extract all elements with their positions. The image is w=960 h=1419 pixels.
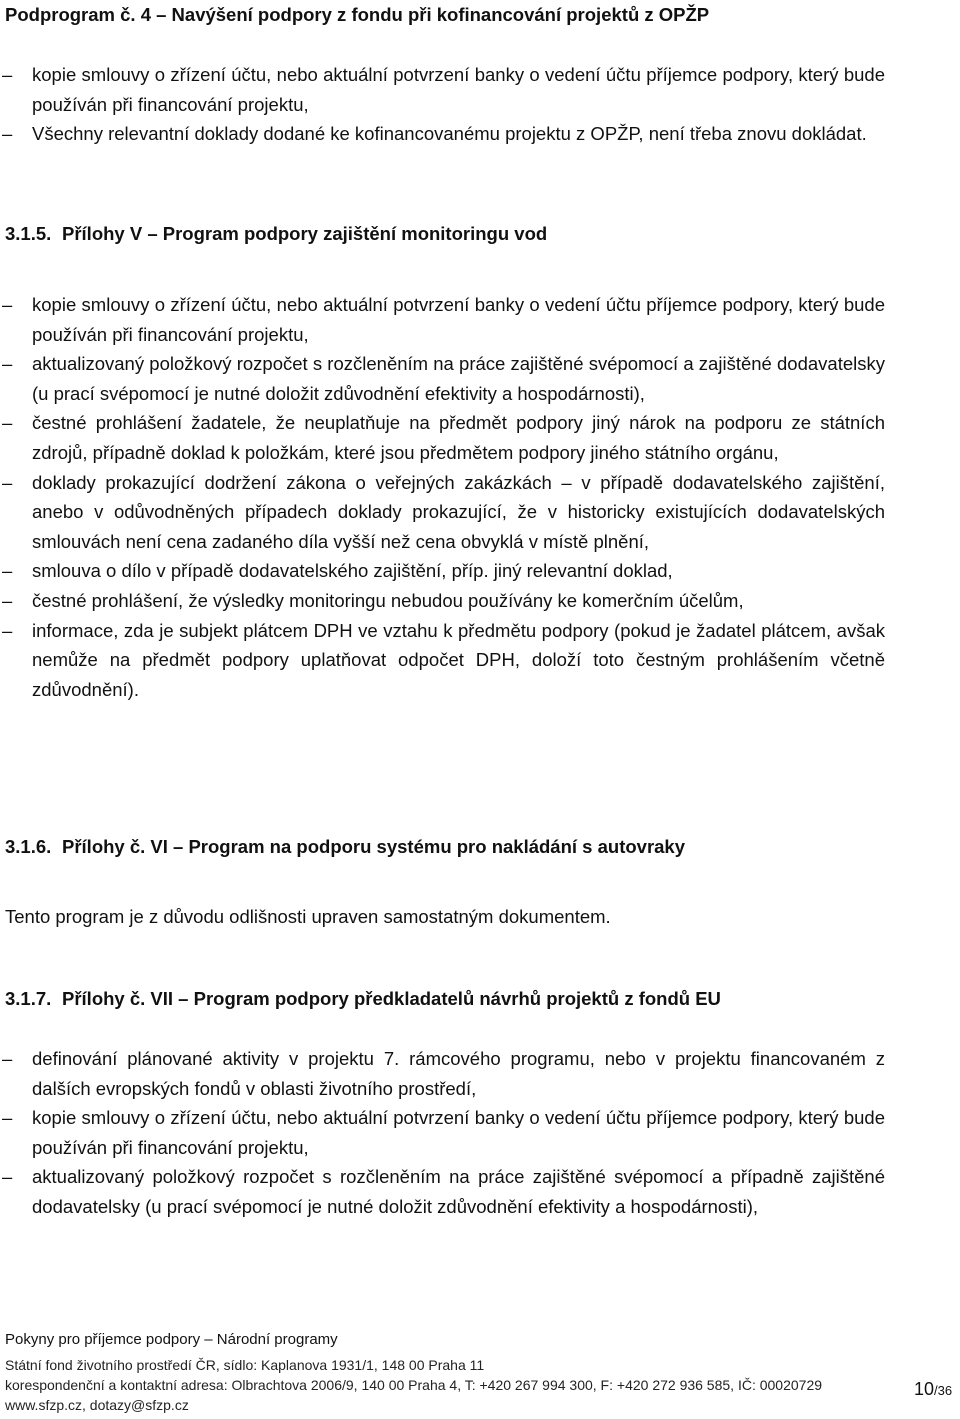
- section-3-1-7-attachment-list: [0, 1044, 885, 1222]
- dash-bullet: –: [2, 560, 13, 582]
- section-heading-3-1-6: 3.1.6. Přílohy č. VI – Program na podporu systému pro nakládání s autovraky: [5, 836, 686, 857]
- list-item: – čestné prohlášení, že výsledky monitoringu nebudou používány ke komerčním účelům,: [0, 586, 885, 616]
- subprogram-heading: Podprogram č. 4 – Navýšení podpory z fondu při kofinancování projektů z OPŽP: [5, 4, 710, 25]
- section-heading-3-1-5: 3.1.5. Přílohy V – Program podpory zajištění monitoringu vod: [5, 223, 548, 244]
- footer-contact-line: korespondenční a kontaktní adresa: Olbrachtova 2006/9, 140 00 Praha 4, T: +420 267 994 300, F: +420 272 936 585, IČ: 00020729: [5, 1377, 823, 1393]
- list-item: – doklady prokazující dodržení zákona o veřejných zakázkách – v případě dodavatelského zajištění, anebo v odůvodněných případech doklady prokazující, že v historicky existujících dodavatelských smlouvách není cena zadaného díla vyšší než cena obvyklá v místě plnění,: [0, 468, 885, 557]
- footer-document-title: Pokyny pro příjemce podpory – Národní programy: [5, 1331, 338, 1348]
- list-item: – aktualizovaný položkový rozpočet s rozčleněním na práce zajištěné svépomocí a zajištěné dodavatelsky (u prací svépomocí je nutné doložit zdůvodnění efektivity a hospodárnosti),: [0, 349, 885, 408]
- page-number: [914, 1377, 952, 1403]
- footer-web-link[interactable]: www.sfzp.cz, dotazy@sfzp.cz: [5, 1397, 189, 1413]
- list-item: – čestné prohlášení žadatele, že neuplatňuje na předmět podpory jiný nárok na podporu ze státních zdrojů, případně doklad k položkám, které jsou předmětem podpory jiného státního orgánu,: [0, 408, 885, 467]
- footer-address-line: Státní fond životního prostředí ČR, sídlo: Kaplanova 1931/1, 148 00 Praha 11: [5, 1357, 485, 1373]
- dash-bullet: –: [2, 412, 13, 434]
- list-item: – Všechny relevantní doklady dodané ke kofinancovanému projektu z OPŽP, není třeba znovu dokládat.: [0, 119, 885, 149]
- list-item: – smlouva o dílo v případě dodavatelského zajištění, příp. jiný relevantní doklad,: [0, 556, 885, 586]
- dash-bullet: –: [2, 619, 13, 641]
- list-item: – definování plánované aktivity v projektu 7. rámcového programu, nebo v projektu financovaném z dalších evropských fondů v oblasti životního prostředí,: [0, 1044, 885, 1103]
- dash-bullet: –: [2, 471, 13, 493]
- dash-bullet: –: [2, 1166, 13, 1188]
- section-3-1-5-attachment-list: [0, 290, 885, 704]
- list-item: – informace, zda je subjekt plátcem DPH ve vztahu k předmětu podpory (pokud je žadatel plátcem, avšak nemůže na předmět podpory uplatňovat odpočet DPH, doloží toto čestným prohlášením včetně zdůvodnění).: [0, 616, 885, 705]
- dash-bullet: –: [2, 589, 13, 611]
- section-heading-3-1-7: 3.1.7. Přílohy č. VII – Program podpory předkladatelů návrhů projektů z fondů EU: [5, 988, 721, 1009]
- dash-bullet: –: [2, 123, 13, 145]
- dash-bullet: –: [2, 1107, 13, 1129]
- dash-bullet: –: [2, 1048, 13, 1069]
- page-current: 10: [914, 1379, 935, 1399]
- list-item: – kopie smlouvy o zřízení účtu, nebo aktuální potvrzení banky o vedení účtu příjemce podpory, který bude používán při financování projektu,: [0, 290, 885, 349]
- dash-bullet: –: [2, 64, 13, 85]
- section-3-1-6-paragraph: Tento program je z důvodu odlišnosti upraven samostatným dokumentem.: [5, 906, 611, 927]
- page-total: /36: [934, 1383, 953, 1398]
- list-item: – kopie smlouvy o zřízení účtu, nebo aktuální potvrzení banky o vedení účtu příjemce podpory, který bude používán při financování projektu,: [0, 1103, 885, 1162]
- list-item: – kopie smlouvy o zřízení účtu, nebo aktuální potvrzení banky o vedení účtu příjemce podpory, který bude používán při financování projektu,: [0, 60, 885, 119]
- list-item: – aktualizovaný položkový rozpočet s rozčleněním na práce zajištěné svépomocí a případně zajištěné dodavatelsky (u prací svépomocí je nutné doložit zdůvodnění efektivity a hospodárnosti),: [0, 1162, 885, 1221]
- subprogram-attachment-list: [0, 60, 885, 149]
- dash-bullet: –: [2, 294, 13, 315]
- dash-bullet: –: [2, 353, 13, 375]
